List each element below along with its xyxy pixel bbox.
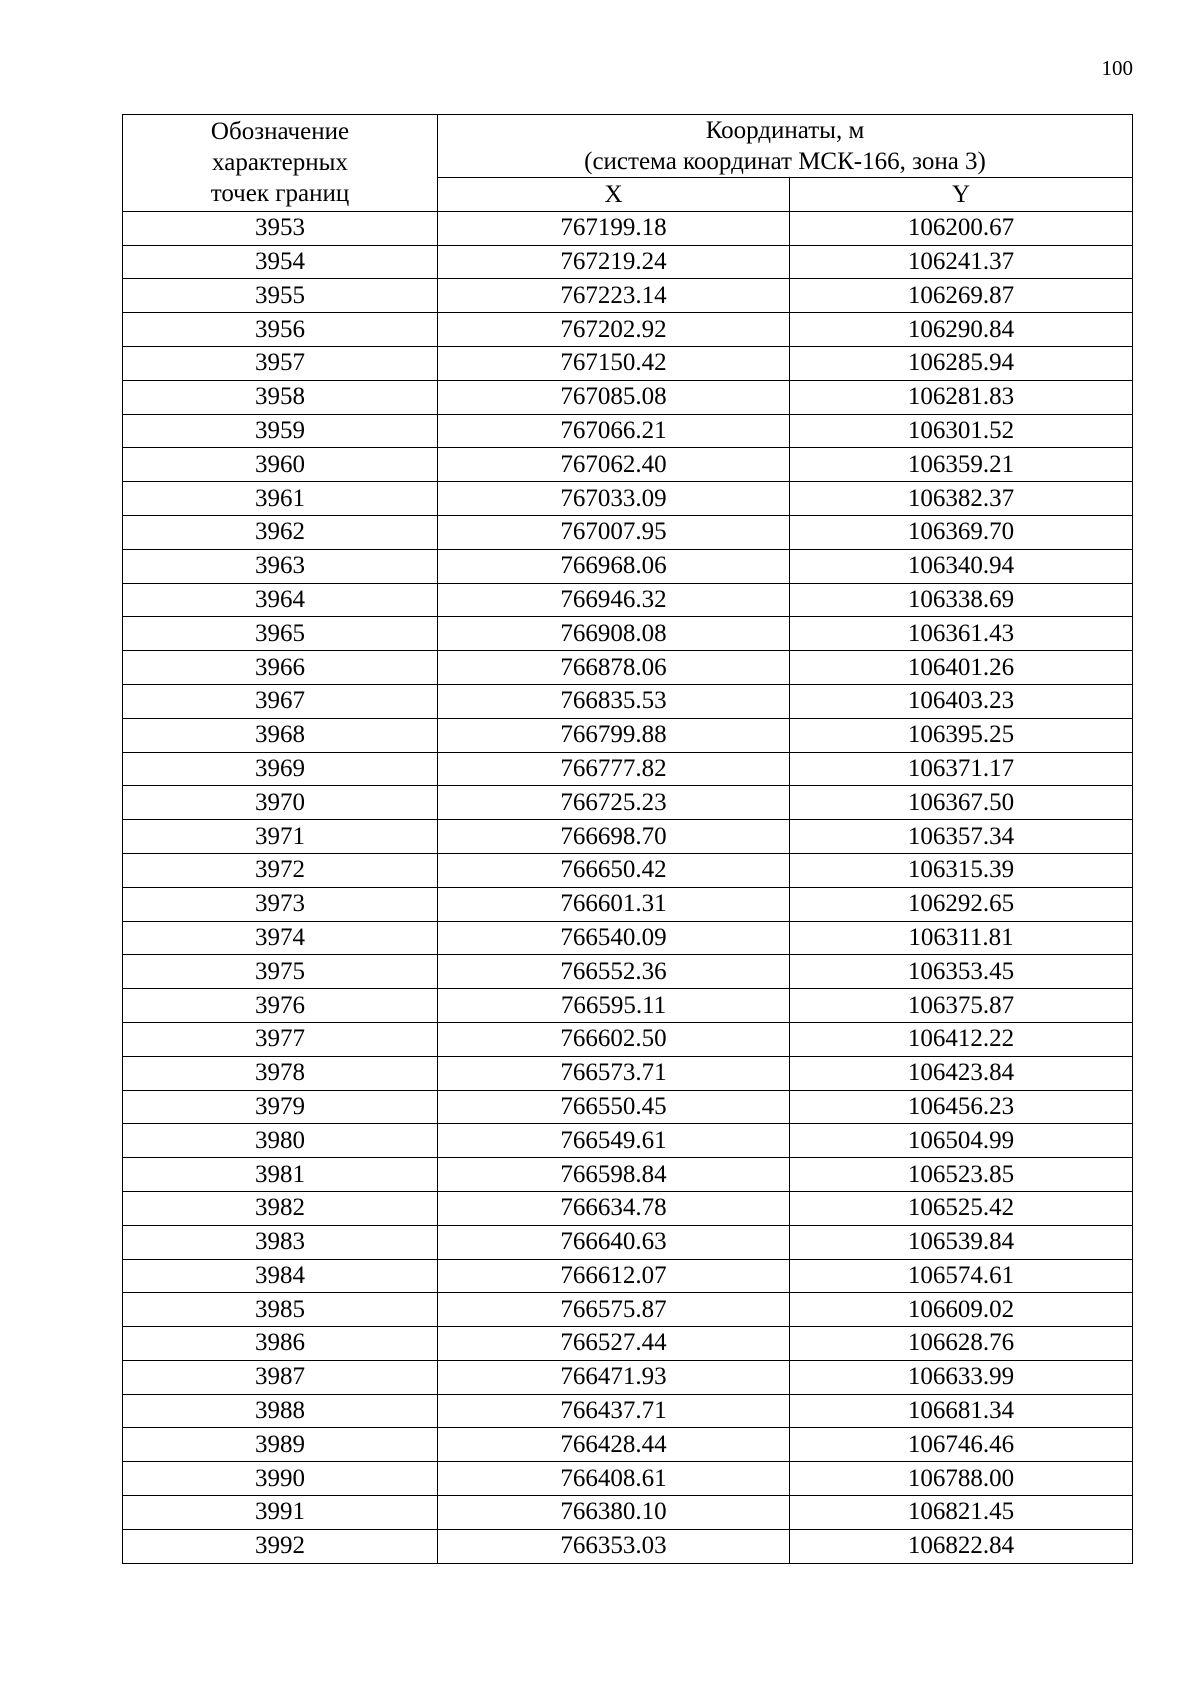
- y-coordinate-cell: 106401.26: [790, 651, 1133, 685]
- y-coordinate-cell: 106423.84: [790, 1056, 1133, 1090]
- y-coordinate-cell: 106788.00: [790, 1462, 1133, 1496]
- header-line: Координаты, м: [705, 117, 865, 144]
- point-designation-header: [123, 115, 438, 212]
- table-row: [123, 1496, 1133, 1530]
- y-coordinate-cell: 106338.69: [790, 583, 1133, 617]
- y-coordinate-cell: 106525.42: [790, 1191, 1133, 1225]
- x-coordinate-cell: 766946.32: [438, 583, 790, 617]
- y-coordinate-cell: 106395.25: [790, 718, 1133, 752]
- point-id-cell: 3965: [123, 617, 438, 651]
- table-row: [123, 1191, 1133, 1225]
- y-coordinate-cell: 106371.17: [790, 752, 1133, 786]
- point-id-cell: 3984: [123, 1259, 438, 1293]
- table-row: [123, 1293, 1133, 1327]
- x-coordinate-cell: 766725.23: [438, 786, 790, 820]
- point-id-cell: 3971: [123, 820, 438, 854]
- y-coordinate-cell: 106574.61: [790, 1259, 1133, 1293]
- point-id-cell: 3988: [123, 1394, 438, 1428]
- table-row: [123, 718, 1133, 752]
- point-id-cell: 3963: [123, 549, 438, 583]
- table-row: [123, 414, 1133, 448]
- point-id-cell: 3953: [123, 211, 438, 245]
- header-line: точек границ: [210, 180, 350, 208]
- y-coordinate-cell: 106292.65: [790, 887, 1133, 921]
- table-row: [123, 786, 1133, 820]
- y-coordinate-cell: 106504.99: [790, 1124, 1133, 1158]
- y-coordinate-cell: 106822.84: [790, 1529, 1133, 1563]
- y-coordinate-cell: 106285.94: [790, 346, 1133, 380]
- point-id-cell: 3959: [123, 414, 438, 448]
- point-id-cell: 3987: [123, 1360, 438, 1394]
- x-coordinate-cell: 766634.78: [438, 1191, 790, 1225]
- table-row: [123, 1529, 1133, 1563]
- x-coordinate-cell: 766777.82: [438, 752, 790, 786]
- table-row: [123, 1022, 1133, 1056]
- point-id-cell: 3990: [123, 1462, 438, 1496]
- y-coordinate-cell: 106290.84: [790, 313, 1133, 347]
- table-row: [123, 752, 1133, 786]
- point-id-cell: 3968: [123, 718, 438, 752]
- point-id-cell: 3967: [123, 684, 438, 718]
- point-id-cell: 3964: [123, 583, 438, 617]
- table-row: [123, 1360, 1133, 1394]
- table-header: [123, 115, 1133, 212]
- table-row: [123, 1124, 1133, 1158]
- point-id-cell: 3956: [123, 313, 438, 347]
- y-coordinate-cell: 106628.76: [790, 1327, 1133, 1361]
- y-coordinate-cell: 106357.34: [790, 820, 1133, 854]
- table-row: [123, 1259, 1133, 1293]
- y-coordinate-cell: 106311.81: [790, 921, 1133, 955]
- y-coordinate-cell: 106315.39: [790, 853, 1133, 887]
- table-row: [123, 245, 1133, 279]
- x-coordinate-cell: 766550.45: [438, 1090, 790, 1124]
- table-row: [123, 482, 1133, 516]
- y-coordinate-cell: 106539.84: [790, 1225, 1133, 1259]
- table-row: [123, 279, 1133, 313]
- y-coordinate-cell: 106301.52: [790, 414, 1133, 448]
- y-coordinate-cell: 106359.21: [790, 448, 1133, 482]
- x-coordinate-cell: 766799.88: [438, 718, 790, 752]
- point-id-cell: 3958: [123, 380, 438, 414]
- y-coordinate-cell: 106340.94: [790, 549, 1133, 583]
- table-row: [123, 515, 1133, 549]
- table-row: [123, 380, 1133, 414]
- y-coordinate-cell: 106281.83: [790, 380, 1133, 414]
- y-column-header: Y: [790, 178, 1133, 212]
- point-id-cell: 3955: [123, 279, 438, 313]
- point-id-cell: 3960: [123, 448, 438, 482]
- x-coordinate-cell: 766428.44: [438, 1428, 790, 1462]
- table-row: [123, 1327, 1133, 1361]
- point-id-cell: 3961: [123, 482, 438, 516]
- page-number: 100: [1101, 56, 1133, 80]
- table-row: [123, 887, 1133, 921]
- x-coordinate-cell: 766575.87: [438, 1293, 790, 1327]
- x-coordinate-cell: 766650.42: [438, 853, 790, 887]
- x-coordinate-cell: 766549.61: [438, 1124, 790, 1158]
- x-coordinate-cell: 766380.10: [438, 1496, 790, 1530]
- point-id-cell: 3985: [123, 1293, 438, 1327]
- table-row: [123, 1090, 1133, 1124]
- x-coordinate-cell: 767085.08: [438, 380, 790, 414]
- point-id-cell: 3970: [123, 786, 438, 820]
- point-id-cell: 3980: [123, 1124, 438, 1158]
- table-row: [123, 820, 1133, 854]
- y-coordinate-cell: 106353.45: [790, 955, 1133, 989]
- x-coordinate-cell: 766601.31: [438, 887, 790, 921]
- x-coordinate-cell: 767007.95: [438, 515, 790, 549]
- x-column-header: X: [438, 178, 790, 212]
- x-coordinate-cell: 766640.63: [438, 1225, 790, 1259]
- y-coordinate-cell: 106375.87: [790, 989, 1133, 1023]
- header-line: Обозначение: [210, 118, 350, 146]
- y-coordinate-cell: 106412.22: [790, 1022, 1133, 1056]
- y-coordinate-cell: 106361.43: [790, 617, 1133, 651]
- x-coordinate-cell: 766698.70: [438, 820, 790, 854]
- x-coordinate-cell: 766595.11: [438, 989, 790, 1023]
- point-id-cell: 3983: [123, 1225, 438, 1259]
- table-row: [123, 211, 1133, 245]
- x-coordinate-cell: 766908.08: [438, 617, 790, 651]
- header-line: характерных: [212, 149, 348, 177]
- y-coordinate-cell: 106681.34: [790, 1394, 1133, 1428]
- y-coordinate-cell: 106241.37: [790, 245, 1133, 279]
- coordinates-header: [438, 115, 1133, 178]
- y-coordinate-cell: 106523.85: [790, 1158, 1133, 1192]
- x-coordinate-cell: 766437.71: [438, 1394, 790, 1428]
- x-coordinate-cell: 766471.93: [438, 1360, 790, 1394]
- table-row: [123, 651, 1133, 685]
- table-row: [123, 1428, 1133, 1462]
- point-id-cell: 3974: [123, 921, 438, 955]
- y-coordinate-cell: 106382.37: [790, 482, 1133, 516]
- point-id-cell: 3979: [123, 1090, 438, 1124]
- point-id-cell: 3972: [123, 853, 438, 887]
- x-coordinate-cell: 766835.53: [438, 684, 790, 718]
- x-coordinate-cell: 766602.50: [438, 1022, 790, 1056]
- table-row: [123, 1225, 1133, 1259]
- table-row: [123, 684, 1133, 718]
- point-id-cell: 3992: [123, 1529, 438, 1563]
- point-id-cell: 3977: [123, 1022, 438, 1056]
- table-row: [123, 1056, 1133, 1090]
- x-coordinate-cell: 767062.40: [438, 448, 790, 482]
- point-id-cell: 3957: [123, 346, 438, 380]
- table-row: [123, 313, 1133, 347]
- x-coordinate-cell: 767219.24: [438, 245, 790, 279]
- y-coordinate-cell: 106200.67: [790, 211, 1133, 245]
- point-id-cell: 3981: [123, 1158, 438, 1192]
- x-coordinate-cell: 767150.42: [438, 346, 790, 380]
- x-coordinate-cell: 766408.61: [438, 1462, 790, 1496]
- point-id-cell: 3991: [123, 1496, 438, 1530]
- x-coordinate-cell: 766968.06: [438, 549, 790, 583]
- point-id-cell: 3978: [123, 1056, 438, 1090]
- x-coordinate-cell: 767033.09: [438, 482, 790, 516]
- table-row: [123, 1462, 1133, 1496]
- table-body: [123, 211, 1133, 1563]
- point-id-cell: 3973: [123, 887, 438, 921]
- y-coordinate-cell: 106367.50: [790, 786, 1133, 820]
- point-id-cell: 3986: [123, 1327, 438, 1361]
- table-row: [123, 448, 1133, 482]
- x-coordinate-cell: 766552.36: [438, 955, 790, 989]
- point-id-cell: 3966: [123, 651, 438, 685]
- y-coordinate-cell: 106456.23: [790, 1090, 1133, 1124]
- point-id-cell: 3976: [123, 989, 438, 1023]
- table-row: [123, 583, 1133, 617]
- table-row: [123, 617, 1133, 651]
- point-id-cell: 3954: [123, 245, 438, 279]
- y-coordinate-cell: 106633.99: [790, 1360, 1133, 1394]
- x-coordinate-cell: 767223.14: [438, 279, 790, 313]
- table-row: [123, 921, 1133, 955]
- table-row: [123, 989, 1133, 1023]
- y-coordinate-cell: 106269.87: [790, 279, 1133, 313]
- x-coordinate-cell: 766353.03: [438, 1529, 790, 1563]
- x-coordinate-cell: 766540.09: [438, 921, 790, 955]
- header-line: (система координат МСК-166, зона 3): [584, 148, 986, 175]
- point-id-cell: 3962: [123, 515, 438, 549]
- x-coordinate-cell: 766612.07: [438, 1259, 790, 1293]
- table-row: [123, 346, 1133, 380]
- y-coordinate-cell: 106821.45: [790, 1496, 1133, 1530]
- x-coordinate-cell: 767199.18: [438, 211, 790, 245]
- coordinates-table: [122, 114, 1133, 1564]
- x-coordinate-cell: 766527.44: [438, 1327, 790, 1361]
- point-id-cell: 3975: [123, 955, 438, 989]
- table-row: [123, 1158, 1133, 1192]
- point-id-cell: 3982: [123, 1191, 438, 1225]
- x-coordinate-cell: 767202.92: [438, 313, 790, 347]
- point-id-cell: 3969: [123, 752, 438, 786]
- y-coordinate-cell: 106369.70: [790, 515, 1133, 549]
- y-coordinate-cell: 106609.02: [790, 1293, 1133, 1327]
- x-coordinate-cell: 766573.71: [438, 1056, 790, 1090]
- table-row: [123, 549, 1133, 583]
- point-id-cell: 3989: [123, 1428, 438, 1462]
- y-coordinate-cell: 106403.23: [790, 684, 1133, 718]
- table-row: [123, 1394, 1133, 1428]
- x-coordinate-cell: 766878.06: [438, 651, 790, 685]
- x-coordinate-cell: 766598.84: [438, 1158, 790, 1192]
- table-row: [123, 955, 1133, 989]
- y-coordinate-cell: 106746.46: [790, 1428, 1133, 1462]
- table-row: [123, 853, 1133, 887]
- x-coordinate-cell: 767066.21: [438, 414, 790, 448]
